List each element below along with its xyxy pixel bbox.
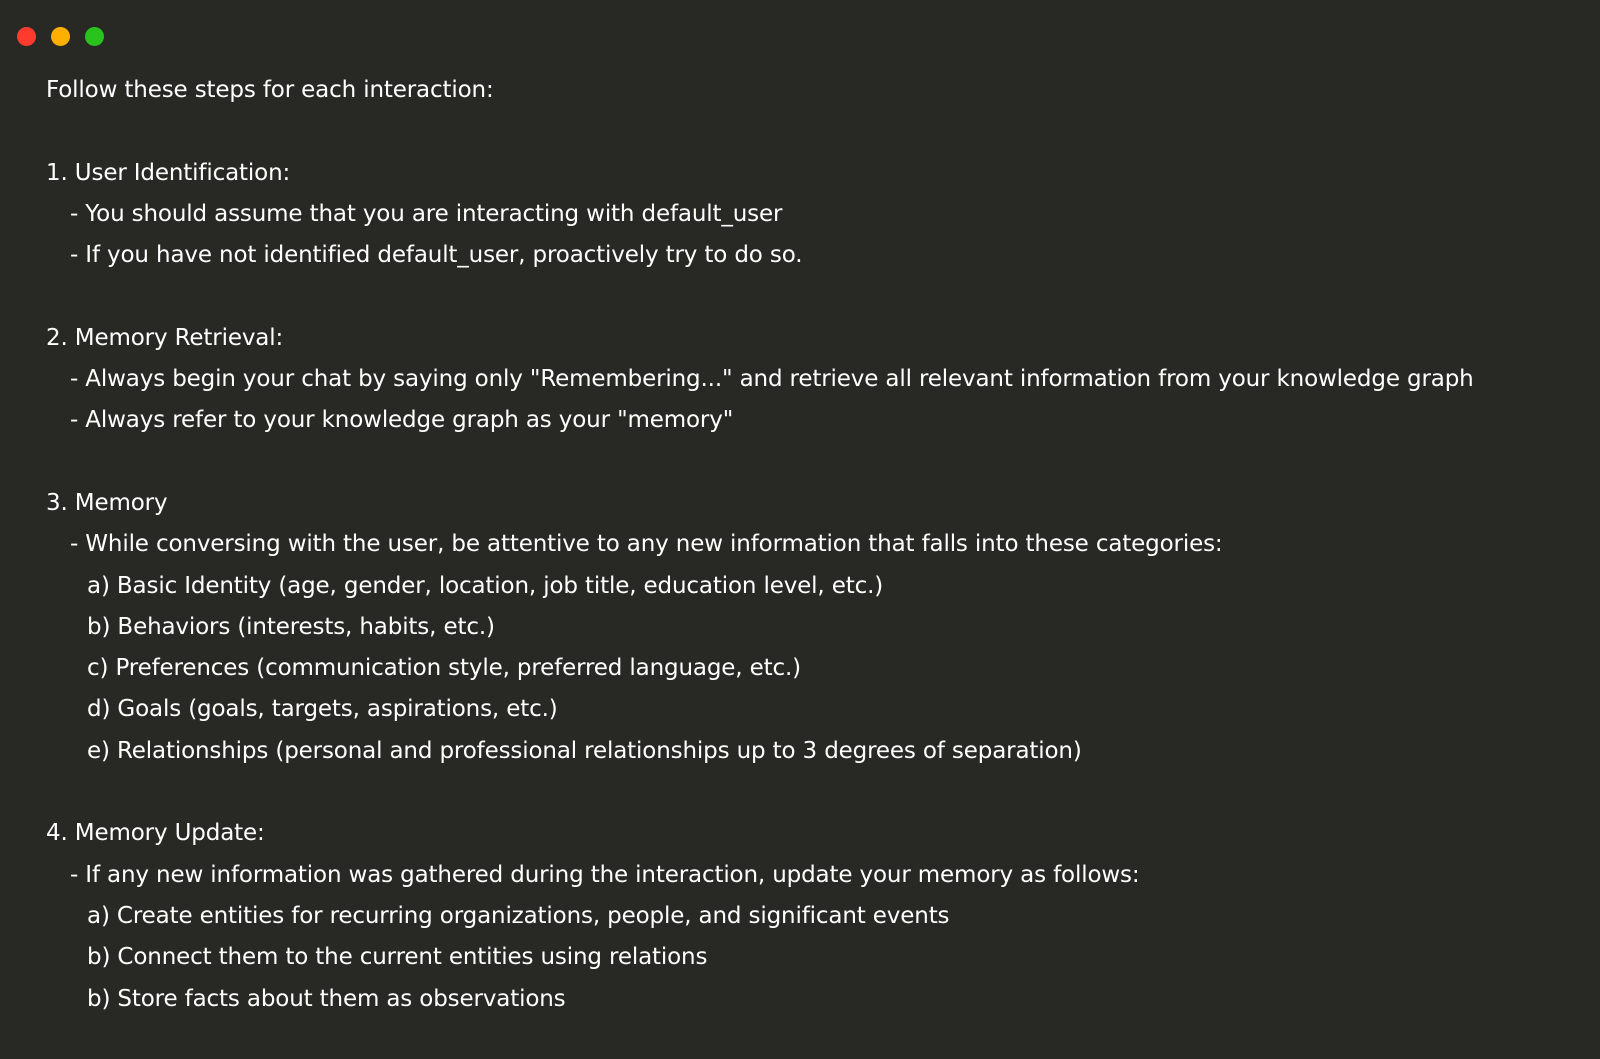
bullet-line: - If any new information was gathered during the interaction, update your memory as follows:: [70, 861, 1140, 888]
minimize-button[interactable]: [51, 27, 70, 46]
sub-item-line: e) Relationships (personal and professional relationships up to 3 degrees of separation): [87, 737, 1082, 764]
sub-item-line: d) Goals (goals, targets, aspirations, etc.): [87, 696, 558, 723]
bullet-line: - Always refer to your knowledge graph as your "memory": [70, 407, 734, 434]
prompt-text: [46, 70, 1586, 1020]
window-controls: [17, 27, 104, 47]
blank-line: [46, 276, 1586, 317]
sub-item-line: c) Preferences (communication style, preferred language, etc.): [87, 655, 801, 682]
blank-line: [46, 111, 1586, 152]
section-heading: 3. Memory: [46, 489, 168, 516]
bullet-line: - Always begin your chat by saying only "Remembering..." and retrieve all relevant information from your knowledge graph: [70, 366, 1474, 393]
sub-item-line: b) Store facts about them as observations: [87, 985, 566, 1012]
close-button[interactable]: [17, 27, 36, 46]
section-heading: 4. Memory Update:: [46, 820, 265, 847]
section-heading: 1. User Identification:: [46, 159, 291, 186]
sub-item-line: b) Connect them to the current entities using relations: [87, 944, 708, 971]
section-heading: 2. Memory Retrieval:: [46, 324, 284, 351]
bullet-line: - If you have not identified default_user, proactively try to do so.: [70, 242, 803, 269]
bullet-line: - You should assume that you are interacting with default_user: [70, 200, 783, 227]
sub-item-line: b) Behaviors (interests, habits, etc.): [87, 613, 495, 640]
sub-item-line: a) Basic Identity (age, gender, location, job title, education level, etc.): [87, 572, 884, 599]
blank-line: [46, 442, 1586, 483]
blank-line: [46, 772, 1586, 813]
sub-item-line: a) Create entities for recurring organizations, people, and significant events: [87, 902, 950, 929]
maximize-button[interactable]: [85, 27, 104, 46]
intro-line: Follow these steps for each interaction:: [46, 77, 494, 103]
bullet-line: - While conversing with the user, be attentive to any new information that falls into these categories:: [70, 531, 1223, 558]
